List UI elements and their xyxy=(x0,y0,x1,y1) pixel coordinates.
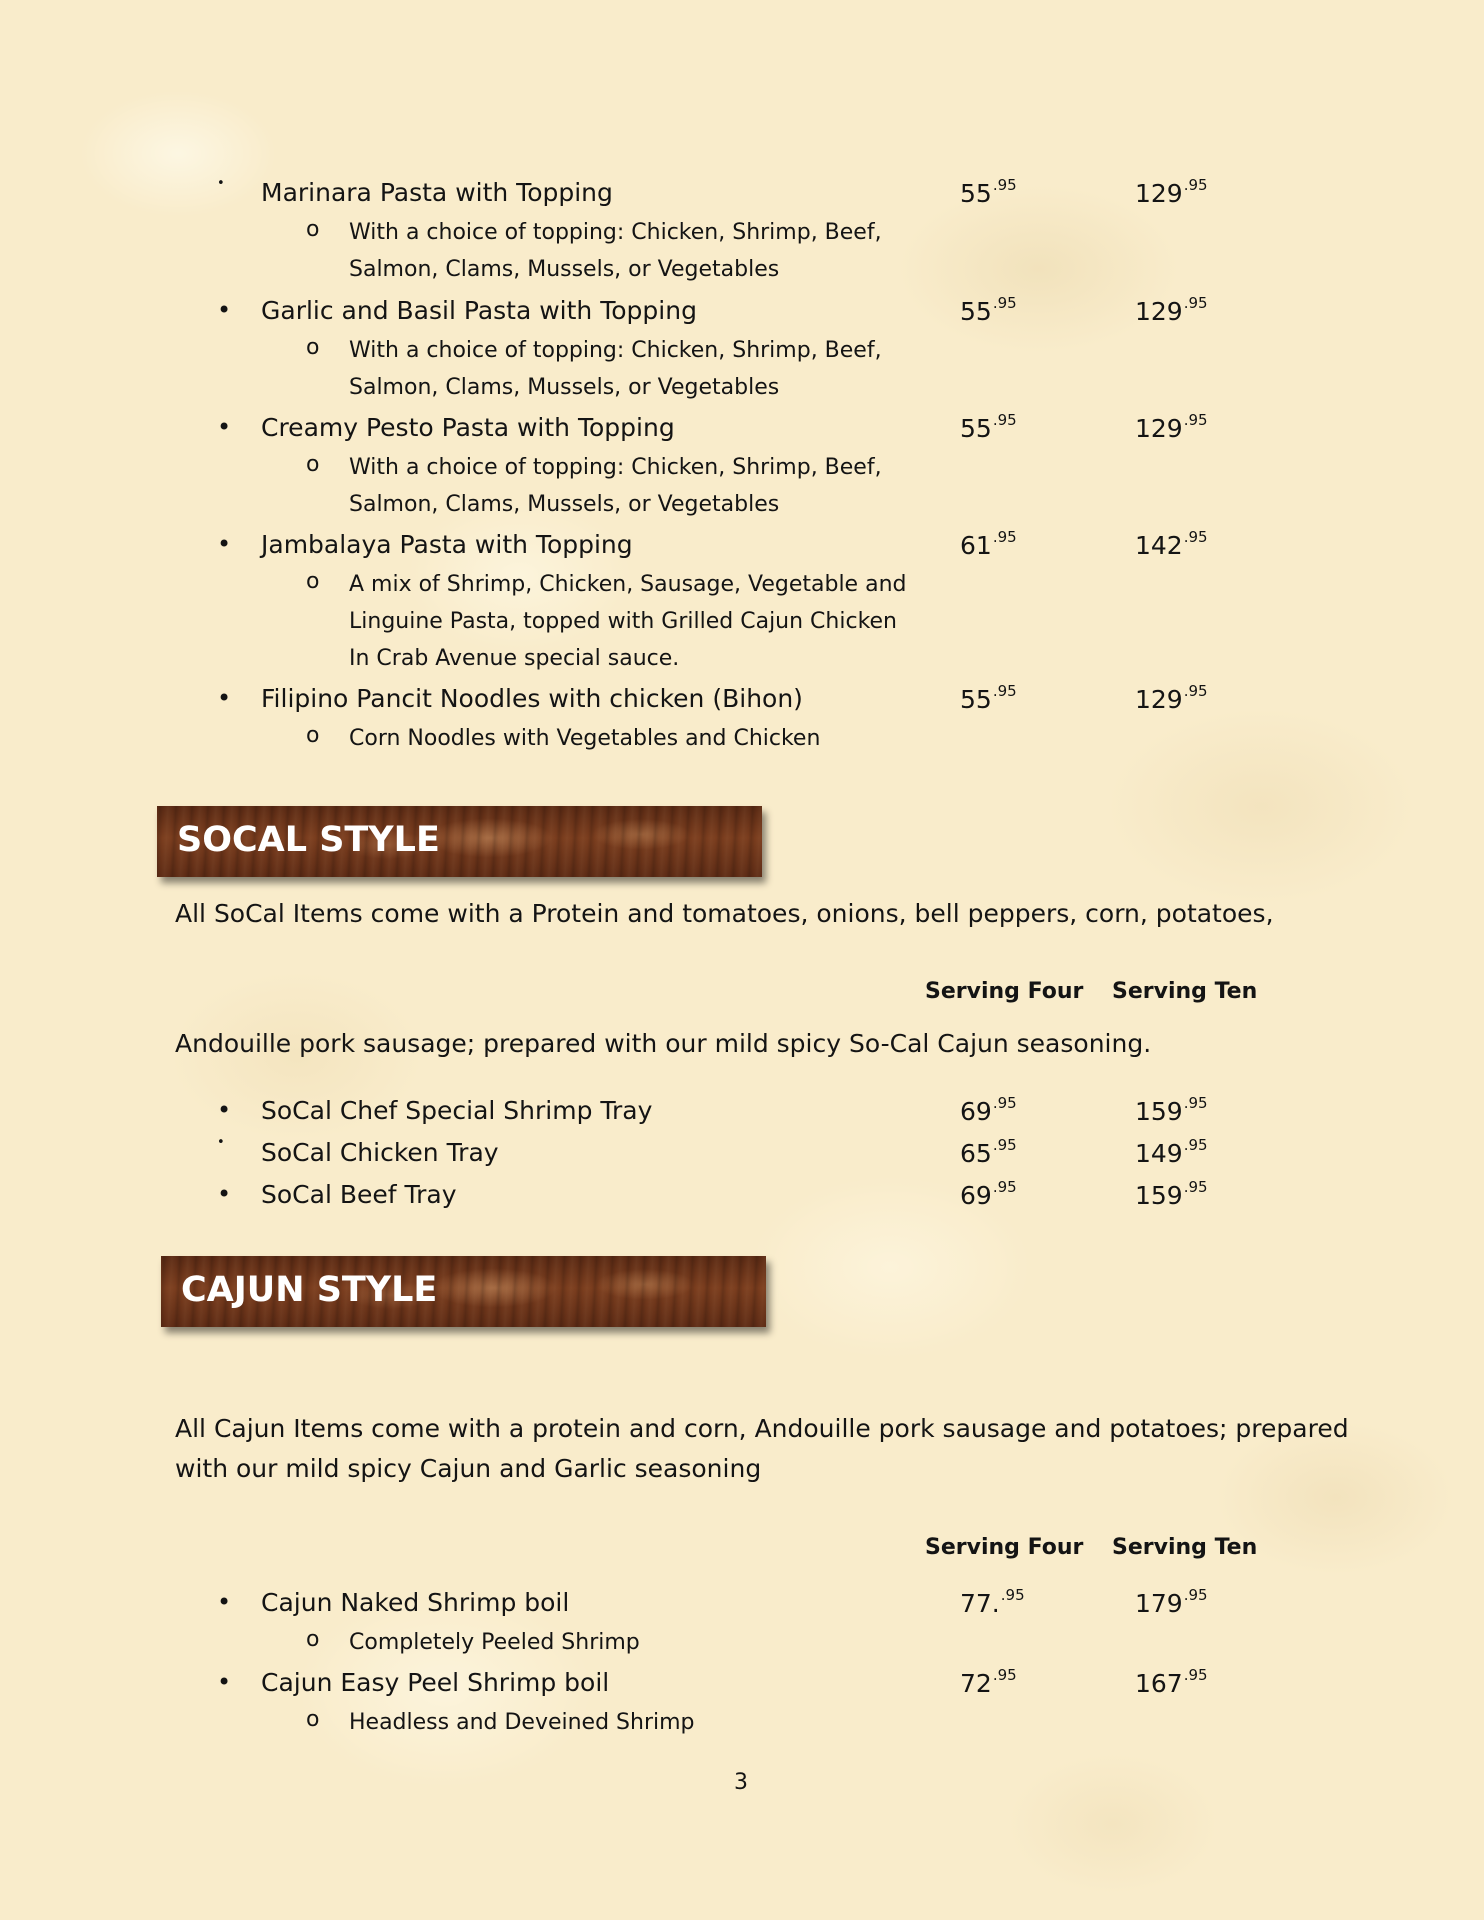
price-serving-four: $55^{.95}$ xyxy=(960,294,1017,326)
price-serving-ten: $129^{.95}$ xyxy=(1135,682,1208,714)
menu-item-name: SoCal Beef Tray xyxy=(261,1180,457,1209)
price-serving-four: $55^{.95}$ xyxy=(960,176,1017,208)
menu-item-name: Creamy Pesto Pasta with Topping xyxy=(261,413,675,442)
price-serving-ten: $129^{.95}$ xyxy=(1135,176,1208,208)
price-serving-ten: $179^{.95}$ xyxy=(1135,1586,1208,1618)
price-serving-four: $55^{.95}$ xyxy=(960,682,1017,714)
sub-bullet: o xyxy=(306,335,320,360)
menu-item-description: With a choice of topping: Chicken, Shrimp, Beef, xyxy=(349,338,882,363)
sub-bullet: o xyxy=(306,1627,320,1652)
sub-bullet: o xyxy=(306,569,320,594)
menu-item-name: SoCal Chef Special Shrimp Tray xyxy=(261,1096,653,1125)
menu-item-description: Salmon, Clams, Mussels, or Vegetables xyxy=(349,257,780,282)
price-serving-ten: $159^{.95}$ xyxy=(1135,1094,1208,1126)
sub-bullet: o xyxy=(306,1707,320,1732)
menu-item-description: In Crab Avenue special sauce. xyxy=(349,646,680,671)
column-header-serving-four: Serving Four xyxy=(925,979,1084,1004)
price-serving-ten: $142^{.95}$ xyxy=(1135,528,1208,560)
section-intro: All SoCal Items come with a Protein and tomatoes, onions, bell peppers, corn, potatoes, xyxy=(175,899,1274,928)
menu-item-description: Linguine Pasta, topped with Grilled Cajun Chicken xyxy=(349,609,898,634)
price-serving-ten: $129^{.95}$ xyxy=(1135,294,1208,326)
menu-item-name: Jambalaya Pasta with Topping xyxy=(261,530,633,559)
section-banner-cajun xyxy=(161,1256,766,1327)
price-serving-four: $61^{.95}$ xyxy=(960,528,1017,560)
menu-item-description: With a choice of topping: Chicken, Shrimp, Beef, xyxy=(349,455,882,480)
price-serving-four: $55^{.95}$ xyxy=(960,411,1017,443)
menu-item-description: With a choice of topping: Chicken, Shrimp, Beef, xyxy=(349,220,882,245)
bullet: • xyxy=(217,296,232,324)
column-header-serving-four: Serving Four xyxy=(925,1535,1084,1560)
menu-item-description: Salmon, Clams, Mussels, or Vegetables xyxy=(349,375,780,400)
price-serving-ten: $159^{.95}$ xyxy=(1135,1178,1208,1210)
column-header-serving-ten: Serving Ten xyxy=(1112,979,1258,1004)
section-banner-socal xyxy=(157,806,762,877)
bullet: • xyxy=(217,530,232,558)
menu-item-name: SoCal Chicken Tray xyxy=(261,1138,499,1167)
bullet: • xyxy=(217,413,232,441)
section-intro: All Cajun Items come with a protein and corn, Andouille pork sausage and potatoes; prepared xyxy=(175,1414,1349,1443)
price-serving-ten: $167^{.95}$ xyxy=(1135,1666,1208,1698)
menu-item-name: Cajun Easy Peel Shrimp boil xyxy=(261,1668,610,1697)
menu-item-description: Corn Noodles with Vegetables and Chicken xyxy=(349,726,821,751)
menu-item-description: Headless and Deveined Shrimp xyxy=(349,1710,695,1735)
price-serving-four: 77.$^{.95}$ xyxy=(960,1586,1025,1618)
price-serving-four: $72^{.95}$ xyxy=(960,1666,1017,1698)
sub-bullet: o xyxy=(306,452,320,477)
page-number: 3 xyxy=(734,1770,748,1795)
bullet: • xyxy=(217,1135,225,1150)
sub-bullet: o xyxy=(306,723,320,748)
section-intro-continued: Andouille pork sausage; prepared with our mild spicy So-Cal Cajun seasoning. xyxy=(175,1029,1152,1058)
price-serving-four: $69^{.95}$ xyxy=(960,1178,1017,1210)
menu-item-name: Cajun Naked Shrimp boil xyxy=(261,1588,570,1617)
column-header-serving-ten: Serving Ten xyxy=(1112,1535,1258,1560)
price-serving-four: $65^{.95}$ xyxy=(960,1136,1017,1168)
menu-item-description: Salmon, Clams, Mussels, or Vegetables xyxy=(349,492,780,517)
section-intro-continued: with our mild spicy Cajun and Garlic seasoning xyxy=(175,1454,762,1483)
bullet: • xyxy=(217,1180,232,1208)
section-title: CAJUN STYLE xyxy=(181,1270,438,1310)
bullet: • xyxy=(217,1668,232,1696)
sub-bullet: o xyxy=(306,217,320,242)
menu-item-description: Completely Peeled Shrimp xyxy=(349,1630,640,1655)
bullet: • xyxy=(217,684,232,712)
menu-item-name: Garlic and Basil Pasta with Topping xyxy=(261,296,697,325)
menu-item-name: Filipino Pancit Noodles with chicken (Bihon) xyxy=(261,684,803,713)
menu-item-description: A mix of Shrimp, Chicken, Sausage, Vegetable and xyxy=(349,572,907,597)
price-serving-ten: $149^{.95}$ xyxy=(1135,1136,1208,1168)
price-serving-four: $69^{.95}$ xyxy=(960,1094,1017,1126)
price-serving-ten: $129^{.95}$ xyxy=(1135,411,1208,443)
bullet: • xyxy=(217,176,225,191)
menu-item-name: Marinara Pasta with Topping xyxy=(261,178,613,207)
bullet: • xyxy=(217,1588,232,1616)
bullet: • xyxy=(217,1096,232,1124)
section-title: SOCAL STYLE xyxy=(177,820,440,860)
